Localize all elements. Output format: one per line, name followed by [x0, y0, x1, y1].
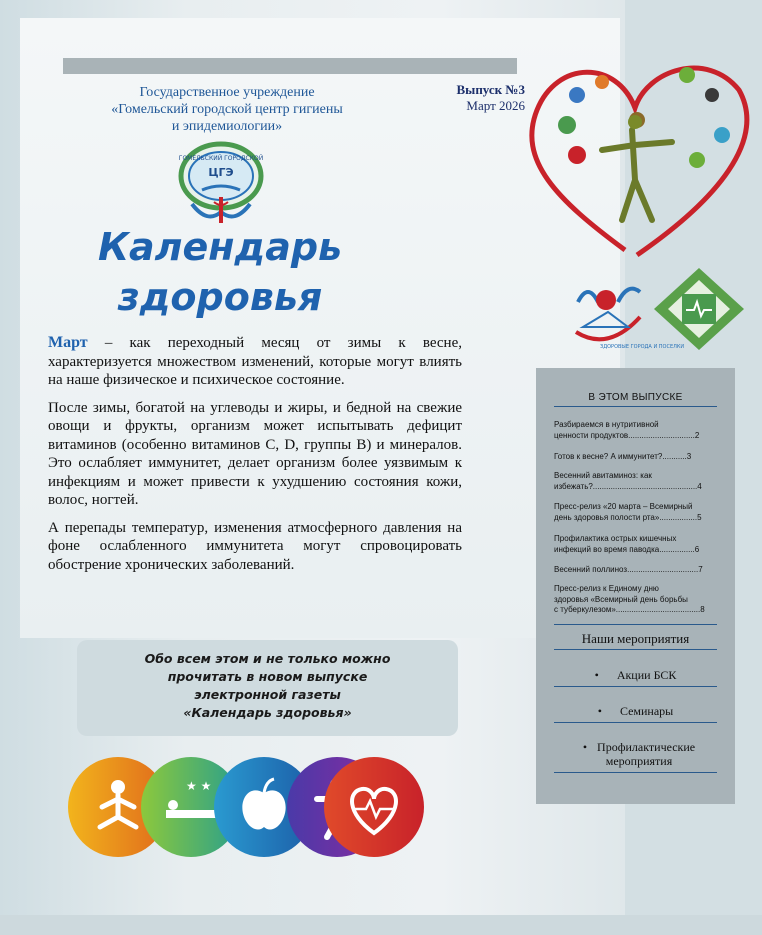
cge-logo: [172, 142, 270, 228]
sidebar: [536, 368, 735, 804]
header-bar: [63, 58, 517, 74]
event-item[interactable]: • Семинары: [597, 704, 674, 718]
divider: [554, 686, 717, 687]
events-title: Наши мероприятия: [581, 631, 690, 646]
heart-collage-icon: [517, 50, 757, 265]
divider: [554, 624, 717, 625]
svg-text:ЗДОРОВЫЕ ГОРОДА И ПОСЕЛКИ: ЗДОРОВЫЕ ГОРОДА И ПОСЕЛКИ: [600, 344, 685, 350]
article-paragraph: После зимы, богатой на углеводы и жиры, и бедной на свежие овощи и фрукты, организм может испытывать дефицит витаминов (особенно витаминов С, D, группы В) и минералов. Это ослабляет иммунитет, делает организм более уязвимым к инфекциям и может привести к ухудшению состояния кожи, волос, ногтей.: [48, 399, 462, 508]
health-icons-row: [66, 755, 426, 859]
footer-band: [0, 915, 762, 935]
divider: [554, 772, 717, 773]
article-body: [48, 334, 462, 583]
toc-item[interactable]: Разбираемся в нутритивной ценности продуктов..............................2: [554, 420, 700, 440]
toc-item[interactable]: Готов к весне? А иммунитет?...........3: [554, 452, 692, 461]
toc-item[interactable]: Весенний авитаминоз: как избежать?...............................................4: [554, 471, 702, 491]
healthy-city-emblem: [568, 272, 685, 352]
issue-number: Выпуск №3: [456, 82, 525, 97]
toc-item[interactable]: Профилактика острых кишечных инфекций во время паводка................6: [554, 534, 700, 554]
divider: [554, 649, 717, 650]
bullet-icon: •: [594, 668, 599, 682]
issue-info: [425, 82, 525, 114]
organization-name: Государственное учреждение «Гомельский городской центр гигиены и эпидемиологии»: [111, 85, 343, 134]
newsletter-title: Календарь здоровья: [97, 225, 343, 319]
bullet-icon: •: [597, 704, 602, 718]
article-paragraph: Март – как переходный месяц от зимы к весне, характеризуется множеством изменений, которые могут влиять на наше физическое и психическое состояние.: [48, 334, 462, 388]
bullet-icon: •: [582, 740, 588, 754]
sdg3-ornament-icon: [650, 266, 748, 352]
svg-text:ГОМЕЛЬСКИЙ ГОРОДСКОЙ: ГОМЕЛЬСКИЙ ГОРОДСКОЙ: [178, 155, 264, 162]
event-item[interactable]: • Профилактические мероприятия: [582, 740, 696, 768]
divider: [554, 722, 717, 723]
heart-pulse-icon: [324, 757, 424, 857]
divider: [554, 406, 717, 407]
toc-item[interactable]: Пресс-релиз «20 марта – Всемирный день здоровья полости рта».................5: [554, 502, 702, 522]
issue-date: Март 2026: [466, 98, 525, 113]
toc-item[interactable]: Пресс-релиз к Единому дню здоровья «Всемирный день борьбы с туберкулезом»......................................8: [554, 584, 705, 614]
toc-title: В ЭТОМ ВЫПУСКЕ: [588, 392, 683, 403]
event-item[interactable]: • Акции БСК: [594, 668, 677, 682]
callout-box: Обо всем этом и не только можно прочитать в новом выпуске электронной газеты «Календарь здоровья»: [77, 640, 458, 736]
lead-word: Март: [48, 334, 88, 351]
svg-text:★ ★: ★ ★: [186, 779, 212, 793]
svg-text:ЦГЭ: ЦГЭ: [208, 166, 234, 179]
toc-item[interactable]: Весенний поллиноз................................7: [554, 565, 703, 574]
article-paragraph: А перепады температур, изменения атмосферного давления на фоне ослабленного иммунитета могут спровоцировать обострение хронических заболеваний.: [48, 519, 462, 573]
